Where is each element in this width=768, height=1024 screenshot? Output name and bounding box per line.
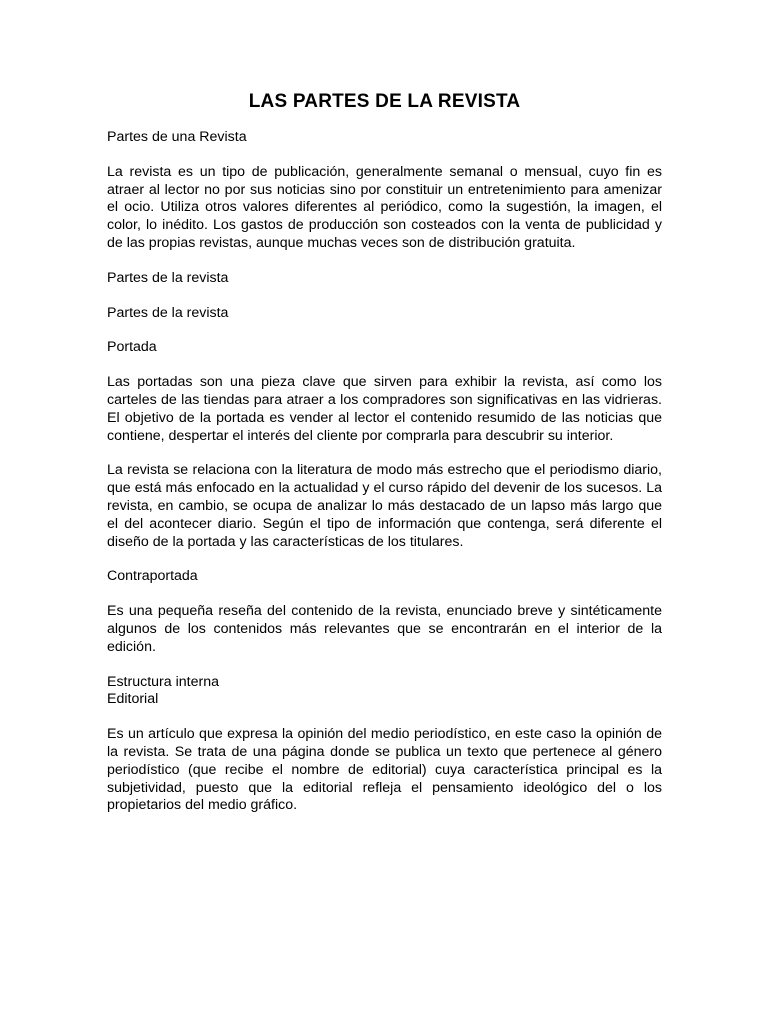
heading-pair-estructura-editorial xyxy=(107,674,662,710)
paragraph-introduccion: La revista es un tipo de publicación, generalmente semanal o mensual, cuyo fin es atraer al lector no por sus noticias sino por constituir un entretenimiento para amenizar el ocio. Utiliza otros valores diferentes al periódico, como la sugestión, la imagen, el color, lo inédito. Los gastos de producción son costeados con la venta de publicidad y de las propias revistas, aunque muchas veces son de distribución gratuita. xyxy=(107,163,662,251)
section-heading-portada: Portada xyxy=(107,339,157,356)
section-heading-contraportada: Contraportada xyxy=(107,568,198,585)
paragraph-editorial: Es un artículo que expresa la opinión del medio periodístico, en este caso la opinión de la revista. Se trata de una página donde se publica un texto que pertenece al género periodístico (que recibe el nombre de editorial) cuya característica principal es la subjetividad, puesto que la editorial refleja el pensamiento ideológico del o los propietarios del medio gráfico. xyxy=(107,726,662,814)
section-heading-partes-de-la-revista: Partes de la revista xyxy=(107,269,229,286)
section-heading-editorial: Editorial xyxy=(107,691,159,708)
document-page xyxy=(107,90,662,832)
paragraph-revista-literatura: La revista se relaciona con la literatura de modo más estrecho que el periodismo diario, que está más enfocado en la actualidad y el curso rápido del devenir de los sucesos. La revista, en cambio, se ocupa de analizar lo más destacado de un lapso más largo que el del acontecer diario. Según el tipo de información que contenga, será diferente el diseño de la portada y las características de los titulares. xyxy=(107,462,662,550)
paragraph-contraportada: Es una pequeña reseña del contenido de la revista, enunciado breve y sintéticamente algunos de los contenidos más relevantes que se encontrarán en el interior de la edición. xyxy=(107,603,662,655)
paragraph-portada: Las portadas son una pieza clave que sirven para exhibir la revista, así como los carteles de las tiendas para atraer a los compradores son significativas en las vidrieras. El objetivo de la portada es vender al lector el contenido resumido de las noticias que contiene, despertar el interés del cliente por comprarla para descubrir su interior. xyxy=(107,374,662,444)
section-heading-estructura-interna: Estructura interna xyxy=(107,673,219,690)
section-heading-partes-de-la-revista-repeat: Partes de la revista xyxy=(107,304,229,321)
section-heading-partes-de-una-revista: Partes de una Revista xyxy=(107,129,247,145)
document-title: LAS PARTES DE LA REVISTA xyxy=(248,91,521,112)
